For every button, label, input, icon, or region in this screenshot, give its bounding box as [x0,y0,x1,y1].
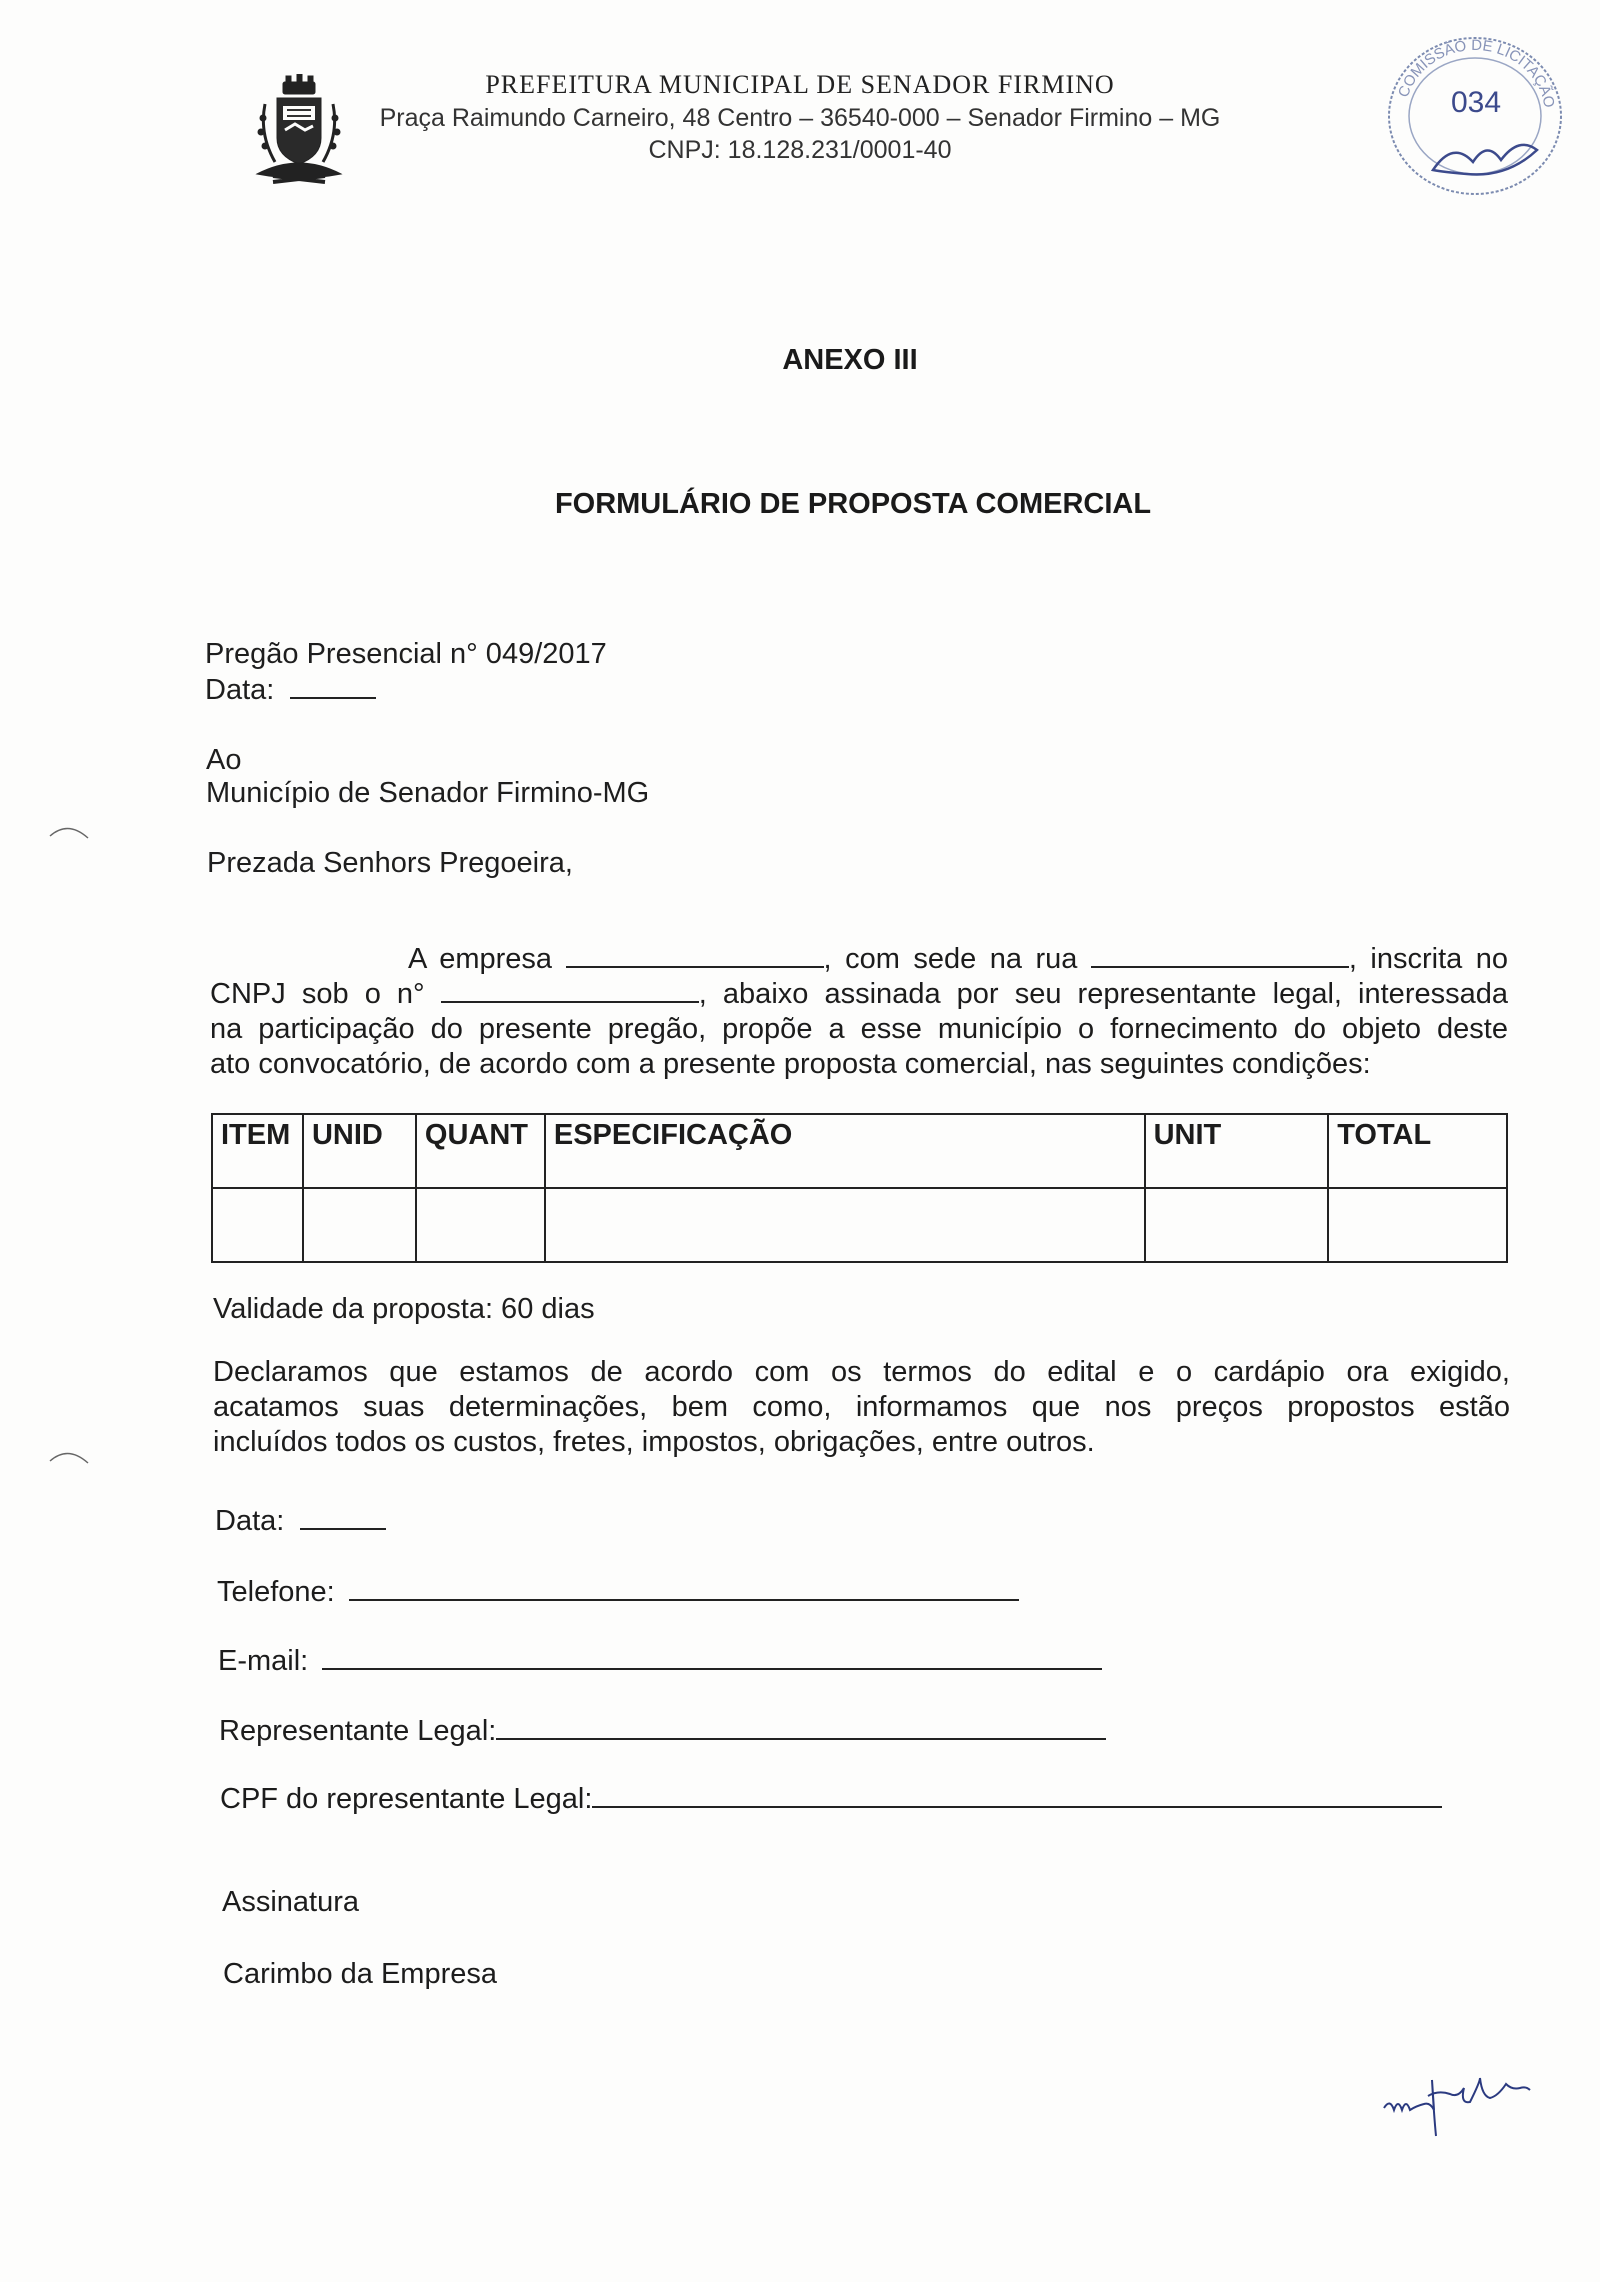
email-field [218,1645,1102,1678]
paragraph-line-2 [210,977,1508,1012]
table-header-row [212,1114,1507,1188]
addressee-to: Ao [206,744,242,776]
proposal-paragraph [210,942,1508,1082]
date-field-blank[interactable] [300,1528,386,1530]
greeting: Prezada Senhors Pregoeira, [207,847,573,879]
street-blank[interactable] [1091,966,1349,968]
pregao-number: Pregão Presencial n° 049/2017 [205,638,607,670]
declaration-line-1: Declaramos que estamos de acordo com os termos do edital e o cardápio ora exigido, [213,1356,1510,1388]
date-label: Data: [205,674,275,706]
form-title: FORMULÁRIO DE PROPOSTA COMERCIAL [554,488,1152,520]
commission-stamp [1375,20,1575,200]
signature-label: Assinatura [222,1886,360,1918]
text-address: , com sede na rua [823,943,1078,975]
table-cell[interactable] [303,1188,416,1262]
stamp-ring-text: COMISSÃO DE LICITAÇÃO [1394,36,1558,110]
date-field-label: Data: [215,1505,285,1537]
email-field-label: E-mail: [218,1645,309,1677]
column-header-quant: QUANT [416,1114,545,1188]
organization-name: PREFEITURA MUNICIPAL DE SENADOR FIRMINO [485,70,1115,99]
date-blank[interactable] [290,697,376,699]
proposal-table [211,1113,1508,1263]
company-name-blank[interactable] [566,966,824,968]
representative-field-blank[interactable] [496,1738,1106,1740]
company-stamp-label: Carimbo da Empresa [223,1958,497,1990]
declaration-line-2: acatamos suas determinações, bem como, informamos que nos preços propostos estão [213,1391,1510,1423]
column-header-item: ITEM [212,1114,303,1188]
paragraph-line-1 [210,942,1508,977]
date-line [205,673,376,707]
paragraph-line-4: ato convocatório, de acordo com a presente proposta comercial, nas seguintes condições: [210,1048,1371,1080]
declaration-line-3: incluídos todos os custos, fretes, impostos, obrigações, entre outros. [213,1426,1095,1458]
organization-address: Praça Raimundo Carneiro, 48 Centro – 36540-000 – Senador Firmino – MG [379,104,1221,132]
paragraph-line-3: na participação do presente pregão, propõe a esse município o fornecimento do objeto deste [210,1013,1508,1045]
proposal-validity: Validade da proposta: 60 dias [213,1293,595,1325]
text-company: A empresa [408,943,553,975]
addressee-municipality: Município de Senador Firmino-MG [206,777,650,809]
table-cell[interactable] [1328,1188,1507,1262]
handwritten-initials [1380,2070,1560,2140]
cpf-field-label: CPF do representante Legal: [220,1783,593,1815]
table-cell[interactable] [212,1188,303,1262]
table-cell[interactable] [1145,1188,1329,1262]
phone-field-label: Telefone: [217,1576,335,1608]
date-field [215,1505,386,1538]
annex-title: ANEXO III [782,344,918,376]
declaration-paragraph [213,1355,1510,1460]
phone-field-blank[interactable] [349,1599,1019,1601]
column-header-specification: ESPECIFICAÇÃO [545,1114,1145,1188]
margin-mark [48,820,90,840]
text-registered: , inscrita no [1348,943,1508,975]
column-header-unit: UNIT [1145,1114,1329,1188]
column-header-total: TOTAL [1328,1114,1507,1188]
cpf-field [220,1783,1442,1816]
cpf-field-blank[interactable] [592,1806,1442,1808]
organization-cnpj: CNPJ: 18.128.231/0001-40 [648,136,952,164]
text-cnpj: CNPJ sob o n° [210,978,425,1010]
table-cell[interactable] [416,1188,545,1262]
email-field-blank[interactable] [322,1668,1102,1670]
representative-field-label: Representante Legal: [219,1715,497,1747]
table-row [212,1188,1507,1262]
margin-mark [48,1445,90,1465]
representative-field [219,1715,1106,1748]
column-header-unid: UNID [303,1114,416,1188]
text-signed: , abaixo assinada por seu representante legal, interessada [698,978,1508,1010]
phone-field [217,1576,1019,1609]
stamp-page-number: 034 [1451,86,1502,119]
cnpj-blank[interactable] [441,1001,699,1003]
table-cell[interactable] [545,1188,1145,1262]
